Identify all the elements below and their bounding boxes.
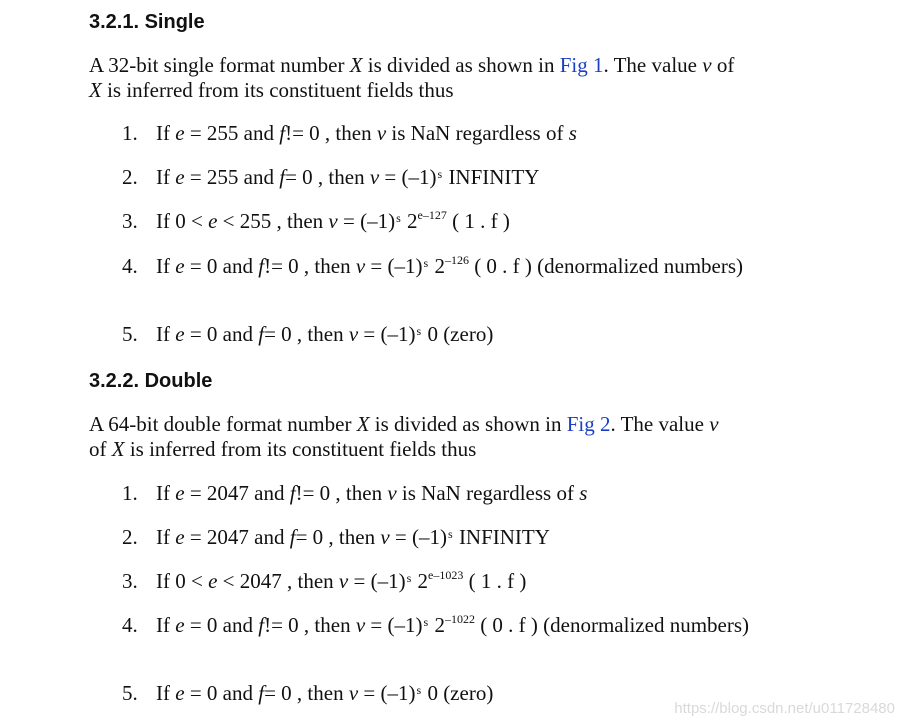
list-item: 5. If e = 0 and f= 0 , then $v = (-1)^s$ 0 (zero) xyxy=(122,322,494,346)
section-heading-double: 3.2.2. Double xyxy=(89,370,213,392)
list-item: 4. If e = 0 and f!= 0 , then $v = (-1)^s$ $2^{-1022}$ ( 0 . f ) (denormalized numbers) xyxy=(122,612,750,637)
watermark: https://blog.csdn.net/u011728480 xyxy=(674,700,895,717)
fig-2-link[interactable]: Fig 2 xyxy=(566,412,611,436)
list-item: 1. If e = 2047 and f!= 0 , then v is NaN regardless of s xyxy=(122,481,588,505)
list-item: 1. If e = 255 and f!= 0 , then v is NaN regardless of s xyxy=(122,121,577,145)
fig-1-link[interactable]: Fig 1 xyxy=(559,53,604,77)
section-heading-single: 3.2.1. Single xyxy=(89,11,205,33)
list-item: 2. If e = 2047 and f= 0 , then $v = (-1)^s$ INFINITY xyxy=(122,525,550,549)
list-item: 3. If 0 < e < 255 , then $v = (-1)^s$ 2$^{e-127}$ ( 1 . f ) xyxy=(122,208,510,233)
list-item: 2. If e = 255 and f= 0 , then $v = (-1)^s$ INFINITY xyxy=(122,165,540,189)
intro-paragraph-single: A 32-bit single format number X is divided as shown in Fig 1. The value v of X is inferred from its constituent fields thus xyxy=(89,53,735,102)
list-item: 3. If 0 < e < 2047 , then $v = (-1)^s$ $2^{e-1023}$ ( 1 . f ) xyxy=(122,568,527,593)
list-item: 5. If e = 0 and f= 0 , then $v = (-1)^s$ 0 (zero) xyxy=(122,681,494,705)
intro-paragraph-double: A 64-bit double format number X is divided as shown in Fig 2. The value v of X is inferred from its constituent fields thus xyxy=(89,412,719,461)
list-item: 4. If e = 0 and f!= 0 , then $v = (-1)^s$ $2^{-126}$ ( 0 . f ) (denormalized numbers) xyxy=(122,253,744,278)
